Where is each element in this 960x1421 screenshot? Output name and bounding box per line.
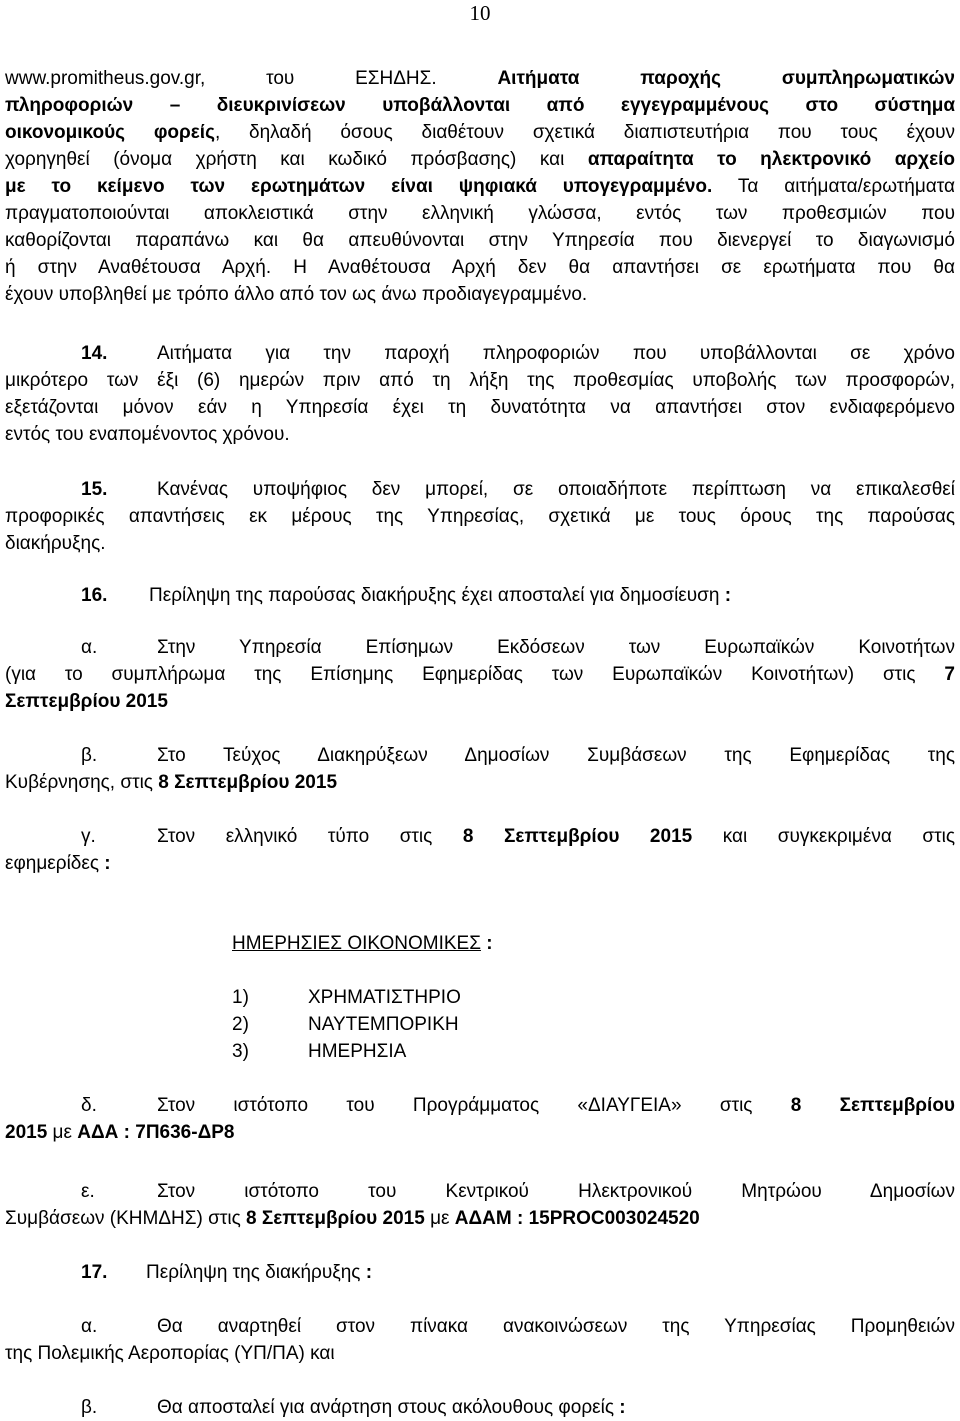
- p17-heading: 17. Περίληψη της διακήρυξης :: [5, 1259, 955, 1286]
- p16-d-line-1: δ. Στον ιστότοπο του Προγράμματος «ΔΙΑΥΓΕΙΑ» στις 8 Σεπτεμβρίου: [5, 1092, 955, 1119]
- newspaper-item: 1) ΧΡΗΜΑΤΙΣΤΗΡΙΟ: [232, 987, 461, 1008]
- p17-a-label: α.: [81, 1316, 98, 1337]
- p16-a-label: α.: [81, 637, 98, 658]
- p13-line-2: πληροφοριών – διευκρινίσεων υποβάλλονται από εγγεγραμμένους στο σύστημα: [5, 95, 955, 116]
- p17-number: 17.: [81, 1262, 108, 1283]
- p17-a-line-1: α. Θα αναρτηθεί στον πίνακα ανακοινώσεων της Υπηρεσίας Προμηθειών: [5, 1313, 955, 1340]
- p15-line-3: διακήρυξης.: [5, 533, 106, 554]
- p14-number: 14.: [81, 343, 108, 364]
- p15-number: 15.: [81, 479, 108, 500]
- p13-line-9: έχουν υποβληθεί με τρόπο άλλο από τον ως άνω προδιαγεγραμμένο.: [5, 284, 588, 305]
- p17-a-line-2: της Πολεμικής Αεροπορίας (ΥΠ/ΠΑ) και: [5, 1343, 335, 1364]
- p13-line-7: καθορίζονται παραπάνω και θα απευθύνονται στην Υπηρεσία που διενεργεί το διαγωνισμό: [5, 230, 955, 251]
- newspapers-heading: ΗΜΕΡΗΣΙΕΣ ΟΙΚΟΝΟΜΙΚΕΣ :: [232, 933, 493, 954]
- p16-e-label: ε.: [81, 1181, 95, 1202]
- p13-line-6: πραγματοποιούνται αποκλειστικά στην ελληνική γλώσσα, εντός των προθεσμιών που: [5, 203, 955, 224]
- p16-c-line-1: γ. Στον ελληνικό τύπο στις 8 Σεπτεμβρίου 2015 και συγκεκριμένα στις: [5, 823, 955, 850]
- p16-b-line-1: β. Στο Τεύχος Διακηρύξεων Δημοσίων Συμβάσεων της Εφημερίδας της: [5, 742, 955, 769]
- p17-b-label: β.: [81, 1397, 98, 1418]
- p16-b-line-2: Κυβέρνησης, στις 8 Σεπτεμβρίου 2015: [5, 772, 338, 793]
- page-number: 10: [469, 1, 491, 25]
- p14-line-1: 14. Αιτήματα για την παροχή πληροφοριών που υποβάλλονται σε χρόνο: [5, 340, 955, 367]
- p17-b-line-1: β. Θα αποσταλεί για ανάρτηση στους ακόλουθους φορείς :: [5, 1394, 955, 1421]
- newspaper-item: 3) ΗΜΕΡΗΣΙΑ: [232, 1041, 407, 1062]
- p16-b-label: β.: [81, 745, 98, 766]
- newspaper-item: 2) ΝΑΥΤΕΜΠΟΡΙΚΗ: [232, 1014, 459, 1035]
- p13-line-8: ή στην Αναθέτουσα Αρχή. Η Αναθέτουσα Αρχή δεν θα απαντήσει σε ερωτήματα που θα: [5, 257, 955, 278]
- p16-e-line-2: Συμβάσεων (ΚΗΜΔΗΣ) στις 8 Σεπτεμβρίου 2015 με ΑΔΑΜ : 15PROC003024520: [5, 1208, 700, 1229]
- p16-number: 16.: [81, 585, 108, 606]
- p14-line-4: εντός του εναπομένοντος χρόνου.: [5, 424, 290, 445]
- p16-a-line-1: α. Στην Υπηρεσία Επίσημων Εκδόσεων των Ευρωπαϊκών Κοινοτήτων: [5, 634, 955, 661]
- p16-c-line-2: εφημερίδες :: [5, 853, 111, 874]
- p13-line-5: με το κείμενο των ερωτημάτων είναι ψηφιακά υπογεγραμμένο. Τα αιτήματα/ερωτήματα: [5, 176, 955, 197]
- p16-e-line-1: ε. Στον ιστότοπο του Κεντρικού Ηλεκτρονικού Μητρώου Δημοσίων: [5, 1178, 955, 1205]
- p13-line-3: οικονομικούς φορείς, δηλαδή όσους διαθέτουν σχετικά διαπιστευτήρια που τους έχουν: [5, 122, 955, 143]
- p16-a-line-3: Σεπτεμβρίου 2015: [5, 691, 168, 712]
- p13-line-1: www.promitheus.gov.gr, του ΕΣΗΔΗΣ. Αιτήματα παροχής συμπληρωματικών: [5, 68, 955, 89]
- p16-d-label: δ.: [81, 1095, 97, 1116]
- p14-line-3: εξετάζονται μόνον εάν η Υπηρεσία έχει τη δυνατότητα να απαντήσει στον ενδιαφερόμενο: [5, 397, 955, 418]
- p16-a-line-2: (για το συμπλήρωμα της Επίσημης Εφημερίδας των Ευρωπαϊκών Κοινοτήτων) στις 7: [5, 664, 955, 685]
- p13-line-4: χορηγηθεί (όνομα χρήστη και κωδικό πρόσβασης) και απαραίτητα το ηλεκτρονικό αρχείο: [5, 149, 955, 170]
- p15-line-1: 15. Κανένας υποψήφιος δεν μπορεί, σε οποιαδήποτε περίπτωση να επικαλεσθεί: [5, 476, 955, 503]
- p15-line-2: προφορικές απαντήσεις εκ μέρους της Υπηρεσίας, σχετικά με τους όρους της παρούσας: [5, 506, 955, 527]
- p14-line-2: μικρότερο των έξι (6) ημερών πριν από τη λήξη της προθεσμίας υποβολής των προσφορών,: [5, 370, 955, 391]
- p16-heading: 16. Περίληψη της παρούσας διακήρυξης έχει αποσταλεί για δημοσίευση :: [5, 582, 955, 609]
- p16-d-line-2: 2015 με ΑΔΑ : 7Π636-ΔΡ8: [5, 1122, 235, 1143]
- p16-c-label: γ.: [81, 826, 96, 847]
